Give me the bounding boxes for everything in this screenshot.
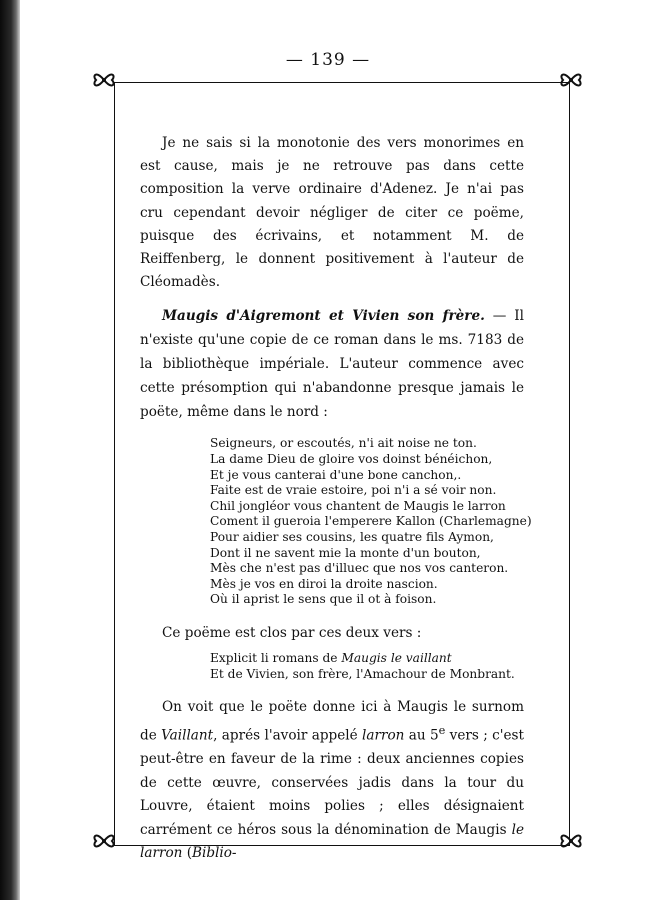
verse-line: Dont il ne savent mie la monte d'un bouton, (210, 545, 481, 560)
text-run: On voit que le poëte donne ici à Maugis le surnom de (140, 698, 524, 744)
corner-ornament-top-right-icon (557, 66, 585, 94)
verse-line: Pour aidier ses cousins, les quatre fils Aymon, (210, 529, 494, 544)
text-run: au 5 (404, 727, 439, 744)
italic-run: larron (362, 727, 405, 744)
explicit-quote (210, 650, 524, 682)
verse-line: La dame Dieu de gloire vos doinst bénéichon, (210, 452, 493, 467)
corner-ornament-top-left-icon (90, 66, 118, 94)
paragraph-maugis-text: — Il n'existe qu'une copie de ce roman dans le ms. 7183 de la bibliothèque impériale. L'auteur commence avec cette présomption qui n'abandonne presque jamais le poëte, même dans le nord : (140, 308, 524, 421)
italic-run: le larron (140, 821, 524, 861)
closing-intro: Ce poëme est clos par ces deux vers : (162, 624, 422, 641)
paragraph-adenez: Je ne sais si la monotonie des vers monorimes en est cause, mais je ne retrouve pas dans cette composition la verve ordinaire d'Adenez. Je n'ai pas cru cependant devoir négliger de citer ce poëme, puisque des écrivains, et notamment M. de Reiffenberg, le donnent positivement à l'auteur de Cléomadès. (140, 135, 524, 291)
verse-line: Chil jongléor vous chantent de Maugis le larron (210, 498, 506, 513)
paragraph-vaillant (140, 696, 524, 865)
explicit-italic: Maugis le vaillant (341, 650, 452, 665)
explicit-line-2: Et de Vivien, son frère, l'Amachour de Monbrant. (210, 666, 515, 681)
text-run: ( (182, 844, 193, 861)
verse-line: Faite est de vraie estoire, poi n'i a sé voir non. (210, 483, 497, 498)
verse-line: Mès che n'est pas d'illuec que nos vos canteron. (210, 561, 509, 576)
verse-quote (210, 436, 532, 608)
paragraph-maugis-intro (140, 304, 524, 424)
page-body (140, 132, 532, 865)
page-number: — 139 — (285, 50, 371, 70)
text-run: vers ; c'est peut-être en faveur de la rime : deux anciennes copies de cette œuvre, conservées jadis dans la tour du Louvre, étaient moins polies ; elles désignaient carrément ce héros sous la dénomination de Maugis (140, 727, 524, 838)
verse-line: Seigneurs, or escoutés, n'i ait noise ne ton. (210, 436, 477, 451)
verse-line: Coment il gueroia l'emperere Kallon (Charlemagne) (210, 514, 532, 529)
superscript: e (438, 723, 446, 738)
italic-run: Vaillant (161, 727, 214, 744)
verse-line: Et je vous canterai d'une bone canchon,. (210, 467, 462, 482)
explicit-line-1 (210, 650, 524, 666)
work-title: Maugis d'Aigremont et Vivien son frère. (162, 308, 485, 325)
corner-ornament-bottom-left-icon (90, 827, 118, 855)
italic-run: Biblio- (192, 844, 237, 861)
book-binding-shadow (0, 0, 20, 900)
explicit-prefix: Explicit li romans de (210, 650, 342, 665)
text-run: , aprés l'avoir appelé (213, 727, 363, 744)
corner-ornament-bottom-right-icon (557, 827, 585, 855)
verse-line: Mès je vos en diroi la droite nascion. (210, 576, 438, 591)
verse-line: Où il aprist le sens que il ot à foison. (210, 592, 437, 607)
